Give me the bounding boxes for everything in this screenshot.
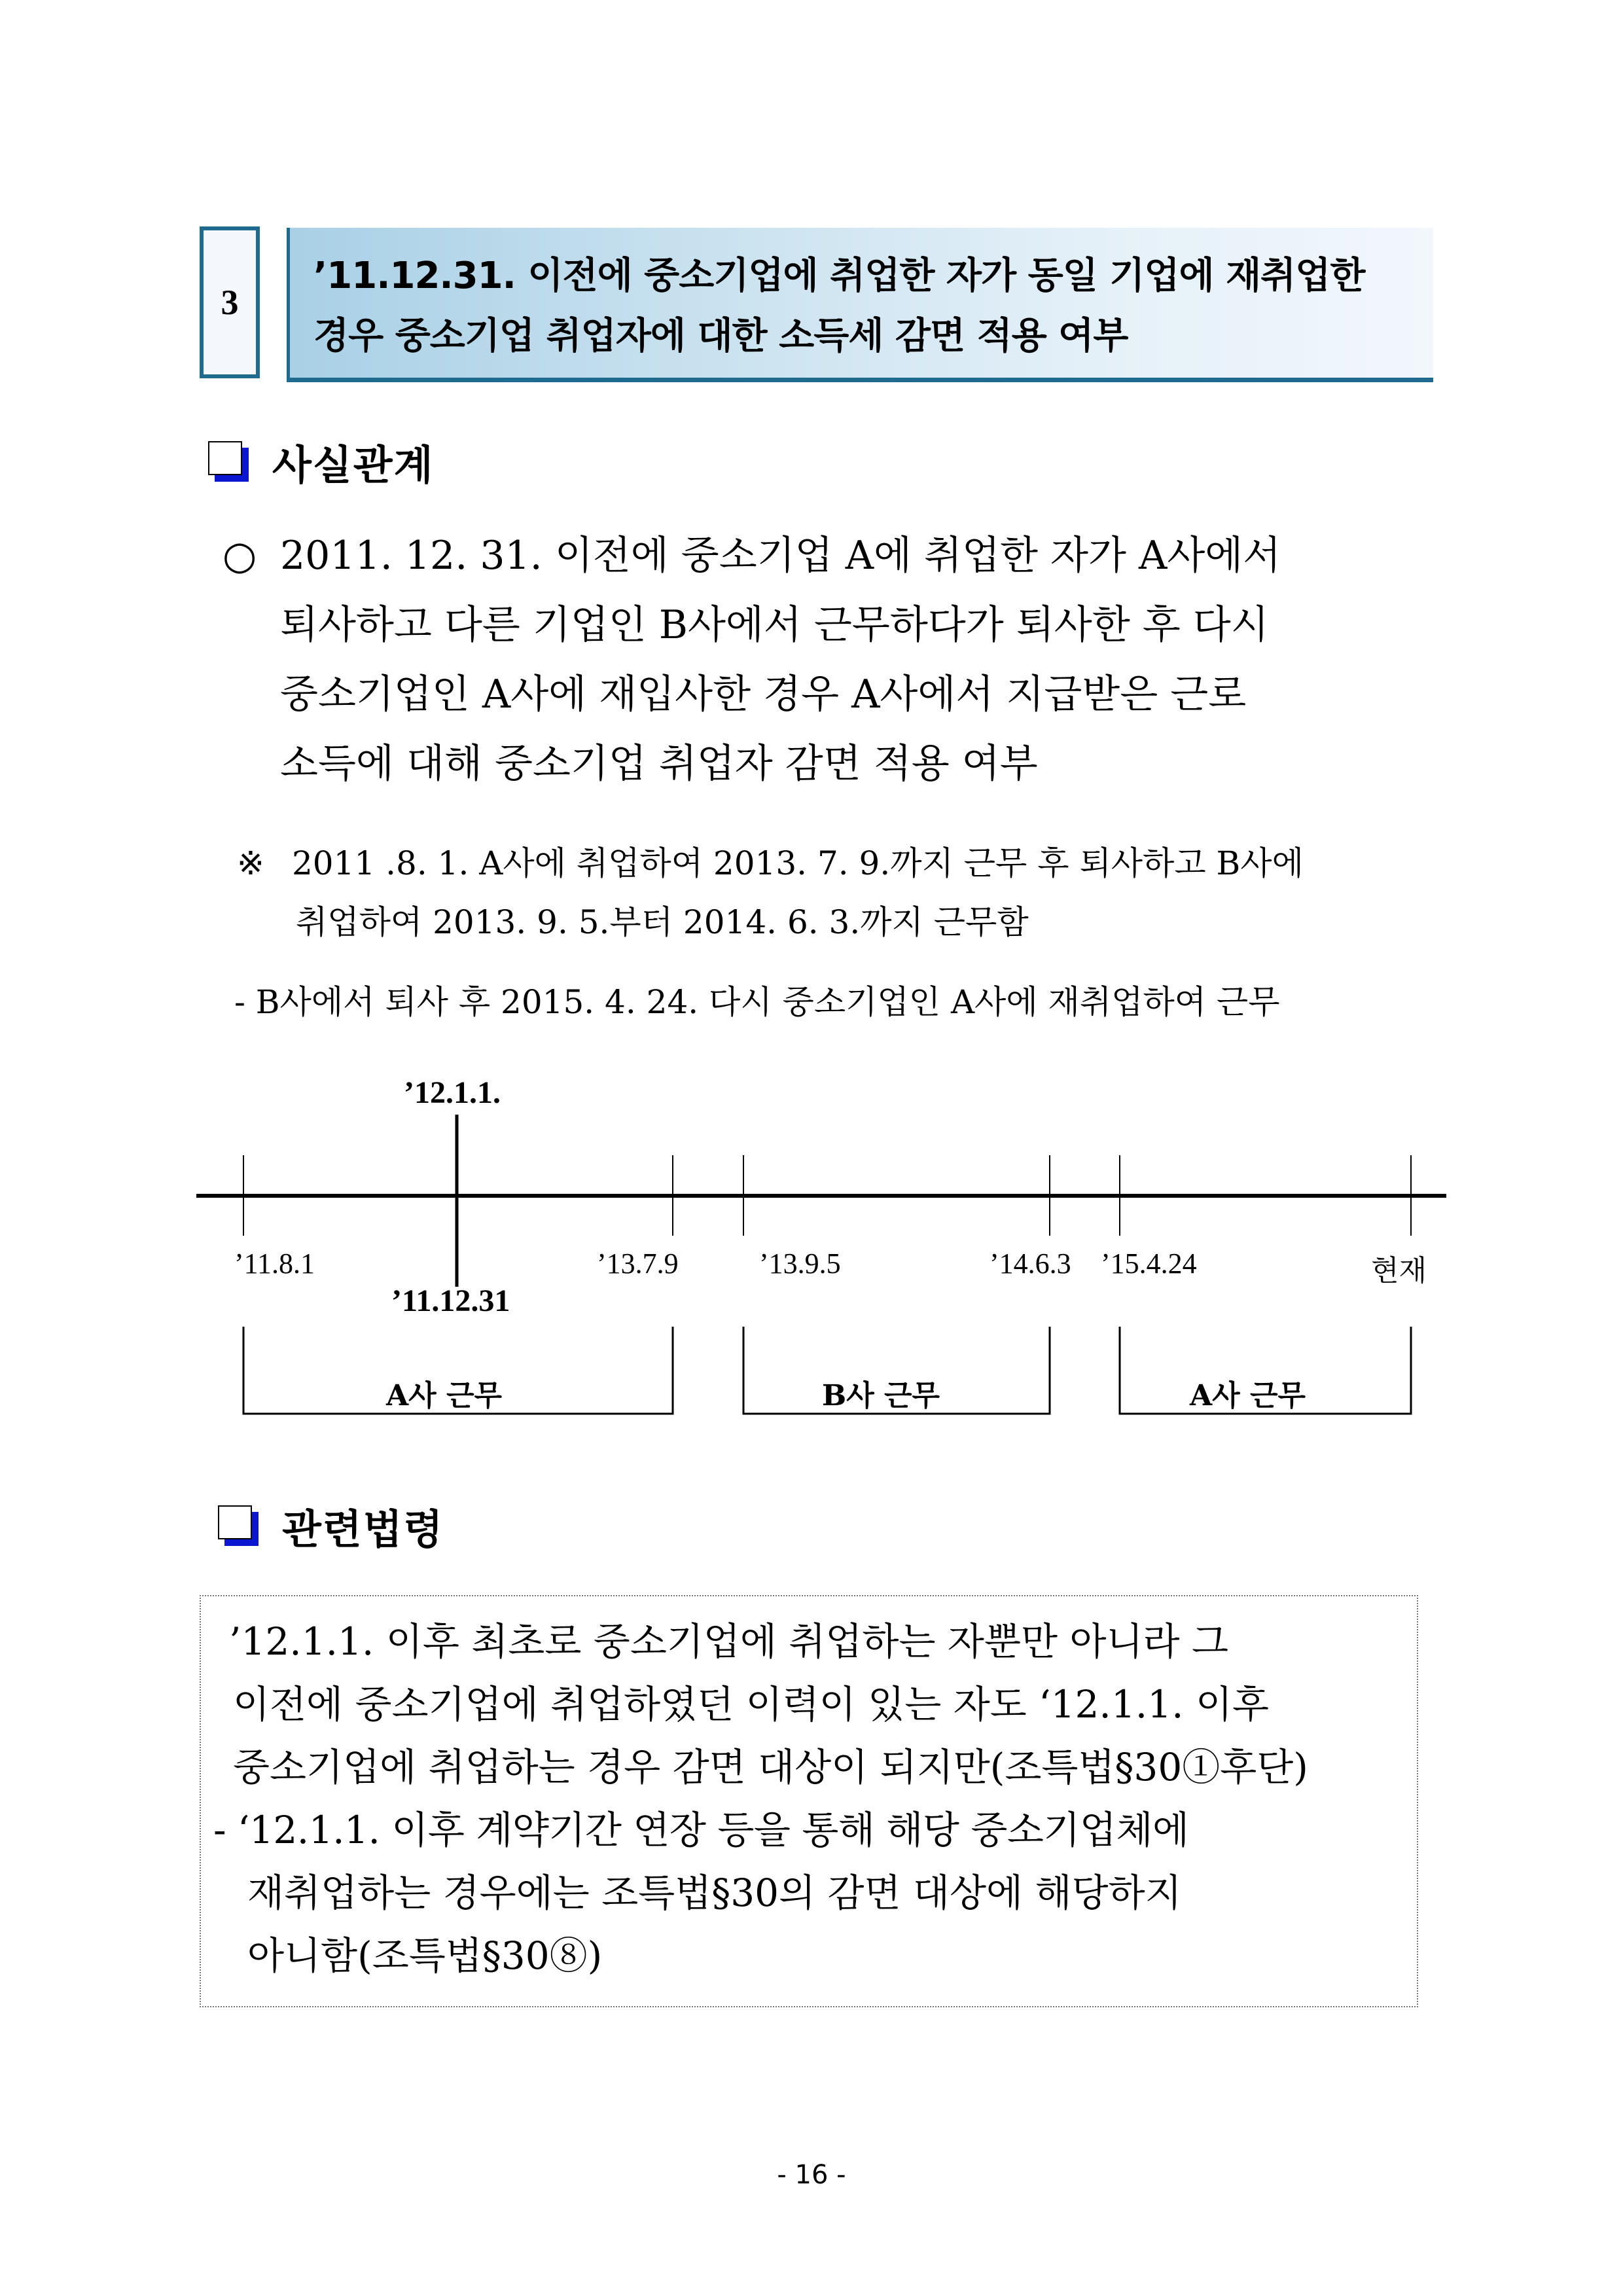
law-heading bbox=[218, 1496, 444, 1555]
note-mark: ※ bbox=[237, 844, 264, 882]
tick-label-15-4-24: ’15.4.24 bbox=[1101, 1247, 1197, 1280]
tick-label-14-6-3: ’14.6.3 bbox=[990, 1247, 1071, 1280]
facts-heading-text: 사실관계 bbox=[272, 440, 435, 489]
law-line-4: - ‘12.1.1. 이후 계약기간 연장 등을 통해 해당 중소기업체에 bbox=[213, 1808, 1189, 1852]
law-line-2: 이전에 중소기업에 취업하였던 이력이 있는 자도 ‘12.1.1. 이후 bbox=[233, 1682, 1270, 1727]
section-number: 3 bbox=[221, 283, 239, 322]
timeline-top-label: ’12.1.1. bbox=[404, 1075, 501, 1110]
dash-line: - B사에서 퇴사 후 2015. 4. 24. 다시 중소기업인 A사에 재취업하여 근무 bbox=[234, 983, 1280, 1021]
tick-label-now: 현재 bbox=[1371, 1255, 1427, 1287]
tick-label-13-7-9: ’13.7.9 bbox=[597, 1247, 679, 1280]
period-label-a2: A사 근무 bbox=[1190, 1379, 1306, 1412]
law-line-5: 재취업하는 경우에는 조특법§30의 감면 대상에 해당하지 bbox=[247, 1871, 1182, 1915]
note-line-1: 2011 .8. 1. A사에 취업하여 2013. 7. 9.까지 근무 후 퇴사하고 B사에 bbox=[292, 844, 1304, 882]
law-line-3: 중소기업에 취업하는 경우 감면 대상이 되지만(조특법§30①후단) bbox=[233, 1745, 1308, 1789]
law-text bbox=[213, 1610, 1308, 1987]
facts-line-4: 소득에 대해 중소기업 취업자 감면 적용 여부 bbox=[280, 741, 1038, 787]
note-line-2: 취업하여 2013. 9. 5.부터 2014. 6. 3.까지 근무함 bbox=[296, 903, 1029, 941]
law-line-6: 아니함(조특법§30⑧) bbox=[247, 1933, 603, 1978]
law-line-1: ’12.1.1. 이후 최초로 중소기업에 취업하는 자뿐만 아니라 그 bbox=[229, 1619, 1228, 1664]
facts-line-1: 2011. 12. 31. 이전에 중소기업 A에 취업한 자가 A사에서 bbox=[280, 533, 1281, 579]
facts-line-2: 퇴사하고 다른 기업인 B사에서 근무하다가 퇴사한 후 다시 bbox=[280, 602, 1269, 648]
law-heading-text: 관련법령 bbox=[282, 1505, 444, 1553]
timeline-bottom-label: ’11.12.31 bbox=[391, 1283, 510, 1318]
period-label-b: B사 근무 bbox=[822, 1379, 940, 1412]
section-title-line-1: ’11.12.31. 이전에 중소기업에 취업한 자가 동일 기업에 재취업한 bbox=[313, 255, 1365, 297]
facts-bullet: ○ bbox=[223, 533, 257, 579]
tick-label-13-9-5: ’13.9.5 bbox=[759, 1247, 841, 1280]
facts-line-3: 중소기업인 A사에 재입사한 경우 A사에서 지급받은 근로 bbox=[280, 672, 1247, 717]
period-label-a1: A사 근무 bbox=[386, 1379, 502, 1412]
checkbox-square-icon bbox=[218, 1505, 259, 1546]
tick-label-11-8-1: ’11.8.1 bbox=[234, 1247, 315, 1280]
section-title-line-2: 경우 중소기업 취업자에 대한 소득세 감면 적용 여부 bbox=[313, 315, 1128, 357]
page-number: - 16 - bbox=[777, 2160, 846, 2190]
